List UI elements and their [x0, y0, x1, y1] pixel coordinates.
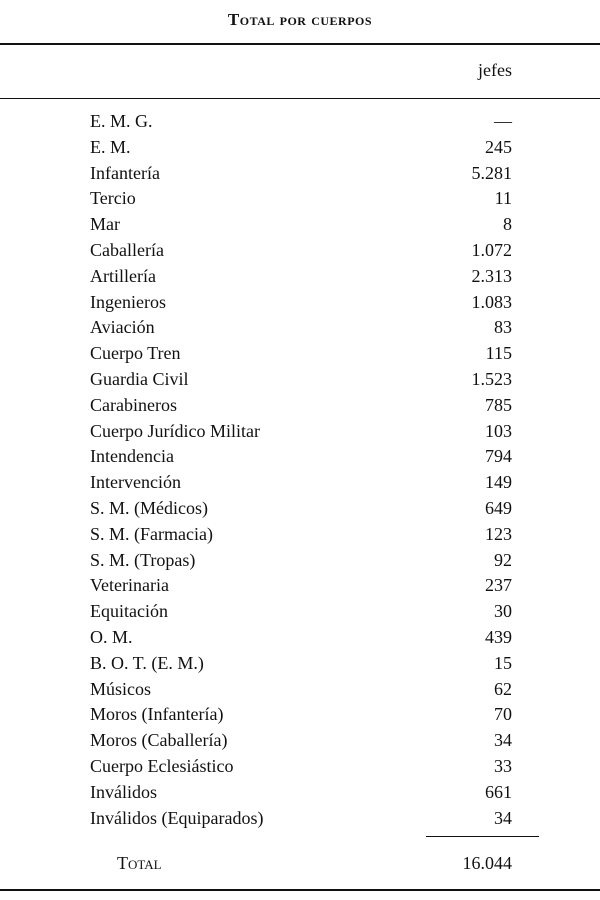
- table-row: [0, 702, 600, 728]
- row-label: Intendencia: [90, 446, 174, 467]
- table-row: [0, 548, 600, 574]
- row-value: 5.281: [471, 162, 512, 183]
- table-row: [0, 754, 600, 780]
- table-body: [0, 109, 600, 831]
- table-row: [0, 135, 600, 161]
- row-label: E. M. G.: [90, 111, 153, 131]
- bottom-rule: [0, 889, 600, 891]
- row-value: 1.523: [471, 368, 512, 389]
- table-row: [0, 264, 600, 290]
- table-row: [0, 367, 600, 393]
- table-row: [0, 290, 600, 316]
- table-row: [0, 573, 600, 599]
- row-value: 149: [485, 472, 512, 493]
- table-row: [0, 625, 600, 651]
- table-row: [0, 419, 600, 445]
- table-row: [0, 161, 600, 187]
- row-value: 794: [485, 446, 512, 467]
- table-row: [0, 806, 600, 832]
- row-label: S. M. (Médicos): [90, 497, 208, 518]
- row-label: E. M.: [90, 136, 131, 157]
- row-value: 649: [485, 497, 512, 518]
- row-label: Ingenieros: [90, 291, 166, 312]
- row-value: 11: [494, 188, 512, 209]
- row-value: 103: [485, 420, 512, 441]
- row-value: 34: [494, 807, 512, 828]
- row-value: 661: [485, 781, 512, 802]
- row-value: 8: [503, 214, 512, 235]
- table-row: [0, 315, 600, 341]
- row-label: Cuerpo Eclesiástico: [90, 755, 234, 776]
- row-label: Equitación: [90, 601, 168, 622]
- table-row: [0, 444, 600, 470]
- row-value: 439: [485, 626, 512, 647]
- row-label: Caballería: [90, 239, 164, 260]
- row-value: 785: [485, 394, 512, 415]
- row-label: S. M. (Tropas): [90, 549, 196, 570]
- row-value: 1.083: [471, 291, 512, 312]
- row-value: 83: [494, 317, 512, 338]
- row-label: B. O. T. (E. M.): [90, 652, 204, 673]
- row-label: Artillería: [90, 265, 156, 286]
- row-value: 92: [494, 549, 512, 570]
- table-row: [0, 212, 600, 238]
- row-label: Intervención: [90, 472, 181, 493]
- row-label: Moros (Caballería): [90, 730, 228, 751]
- table-row: [0, 651, 600, 677]
- table-row: [0, 780, 600, 806]
- row-value: 2.313: [471, 265, 512, 286]
- row-label: Infantería: [90, 162, 160, 183]
- table-row: [0, 728, 600, 754]
- row-label: Inválidos (Equiparados): [90, 807, 264, 828]
- row-label: Mar: [90, 214, 120, 235]
- table-row: [0, 599, 600, 625]
- row-value: —: [494, 111, 512, 131]
- row-value: 34: [494, 730, 512, 751]
- row-value: 1.072: [471, 239, 512, 260]
- row-value: 123: [485, 523, 512, 544]
- row-value: 115: [485, 343, 512, 364]
- row-label: Cuerpo Jurídico Militar: [90, 420, 260, 441]
- row-value: 15: [494, 652, 512, 673]
- row-label: Veterinaria: [90, 575, 169, 596]
- table-row: [0, 677, 600, 703]
- table-row: [0, 522, 600, 548]
- row-label: S. M. (Farmacia): [90, 523, 213, 544]
- row-label: Tercio: [90, 188, 136, 209]
- table-row: [0, 341, 600, 367]
- row-label: O. M.: [90, 626, 133, 647]
- row-label: Cuerpo Tren: [90, 343, 181, 364]
- table-row: [0, 496, 600, 522]
- table-row: [0, 186, 600, 212]
- header-rule: [0, 98, 600, 99]
- row-value: 70: [494, 704, 512, 725]
- row-label: Moros (Infantería): [90, 704, 224, 725]
- table-row: [0, 109, 600, 135]
- top-rule: [0, 43, 600, 45]
- column-header-jefes: jefes: [478, 60, 512, 80]
- table-row: [0, 393, 600, 419]
- row-value: 30: [494, 601, 512, 622]
- sum-rule: [426, 836, 539, 837]
- row-label: Aviación: [90, 317, 155, 338]
- table-row: [0, 470, 600, 496]
- row-value: 245: [485, 136, 512, 157]
- row-label: Guardia Civil: [90, 368, 189, 389]
- row-label: Carabineros: [90, 394, 177, 415]
- row-value: 62: [494, 678, 512, 699]
- row-value: 237: [485, 575, 512, 596]
- total-label: Total: [117, 853, 162, 873]
- row-label: Inválidos: [90, 781, 157, 802]
- row-value: 33: [494, 755, 512, 776]
- total-value: 16.044: [462, 853, 512, 873]
- row-label: Músicos: [90, 678, 152, 699]
- table-row: [0, 238, 600, 264]
- table-title: Total por cuerpos: [227, 10, 373, 29]
